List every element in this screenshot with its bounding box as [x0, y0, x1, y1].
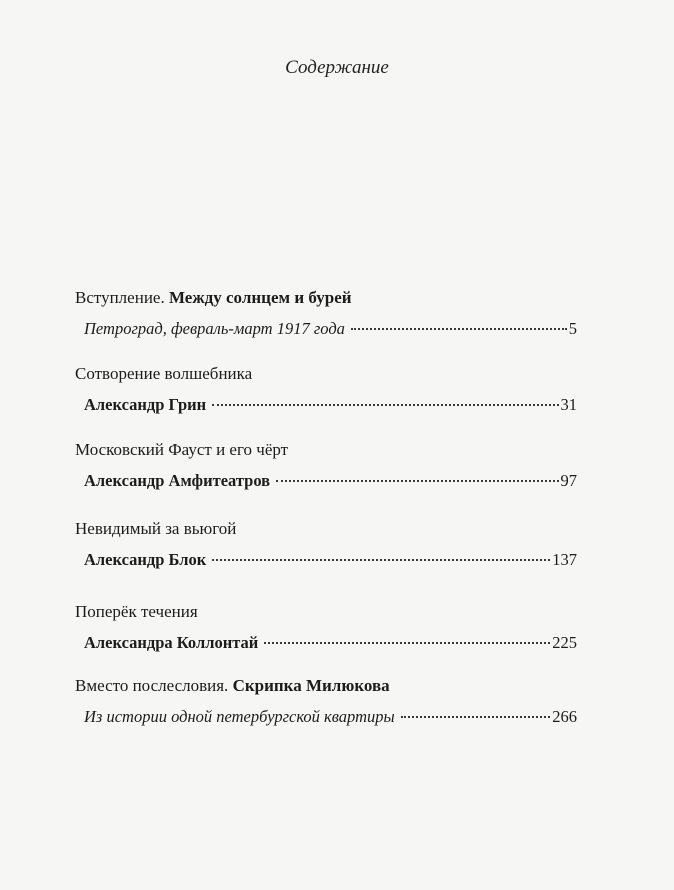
dot-leader: [401, 716, 551, 718]
section-title: Московский Фауст и его чёрт: [75, 440, 289, 459]
dot-leader: [212, 404, 558, 406]
toc-section: [75, 363, 577, 416]
section-title: Поперёк течения: [75, 602, 198, 621]
entry-text: Александр Блок: [84, 550, 207, 569]
page-number: 137: [552, 550, 577, 569]
entry-text: Петроград, февраль-март 1917 года: [84, 319, 345, 338]
toc-section: [75, 675, 577, 728]
section-title: Скрипка Милюкова: [232, 676, 390, 695]
section-heading: [75, 675, 577, 697]
toc-entry[interactable]: [75, 549, 577, 571]
section-prefix: Вместо послесловия.: [75, 676, 229, 695]
toc-section: [75, 518, 577, 571]
toc-entry[interactable]: [75, 318, 577, 340]
toc-entry[interactable]: [75, 706, 577, 728]
section-heading: [75, 363, 577, 385]
section-heading: [75, 601, 577, 623]
entry-text: Александр Грин: [84, 395, 207, 414]
section-heading: [75, 287, 577, 309]
section-title: Между солнцем и бурей: [168, 288, 352, 307]
toc-section: [75, 601, 577, 654]
page-number: 97: [560, 471, 577, 490]
dot-leader: [264, 642, 550, 644]
section-title: Сотворение волшебника: [75, 364, 253, 383]
toc-entry[interactable]: [75, 632, 577, 654]
page-title: Содержание: [285, 57, 389, 78]
page-number: 266: [552, 707, 577, 726]
section-prefix: Вступление.: [75, 288, 165, 307]
dot-leader: [212, 559, 550, 561]
toc-entry[interactable]: [75, 394, 577, 416]
section-heading: [75, 439, 577, 461]
section-heading: [75, 518, 577, 540]
toc-section: [75, 439, 577, 492]
entry-text: Александра Коллонтай: [84, 633, 259, 652]
entry-text: Из истории одной петербургской квартиры: [84, 707, 395, 726]
section-title: Невидимый за вьюгой: [75, 519, 237, 538]
dot-leader: [276, 480, 558, 482]
page-number: 5: [568, 319, 577, 338]
page-number: 31: [560, 395, 577, 414]
dot-leader: [351, 328, 567, 330]
page-number: 225: [552, 633, 577, 652]
toc-entry[interactable]: [75, 470, 577, 492]
toc-section: [75, 287, 577, 340]
entry-text: Александр Амфитеатров: [84, 471, 271, 490]
